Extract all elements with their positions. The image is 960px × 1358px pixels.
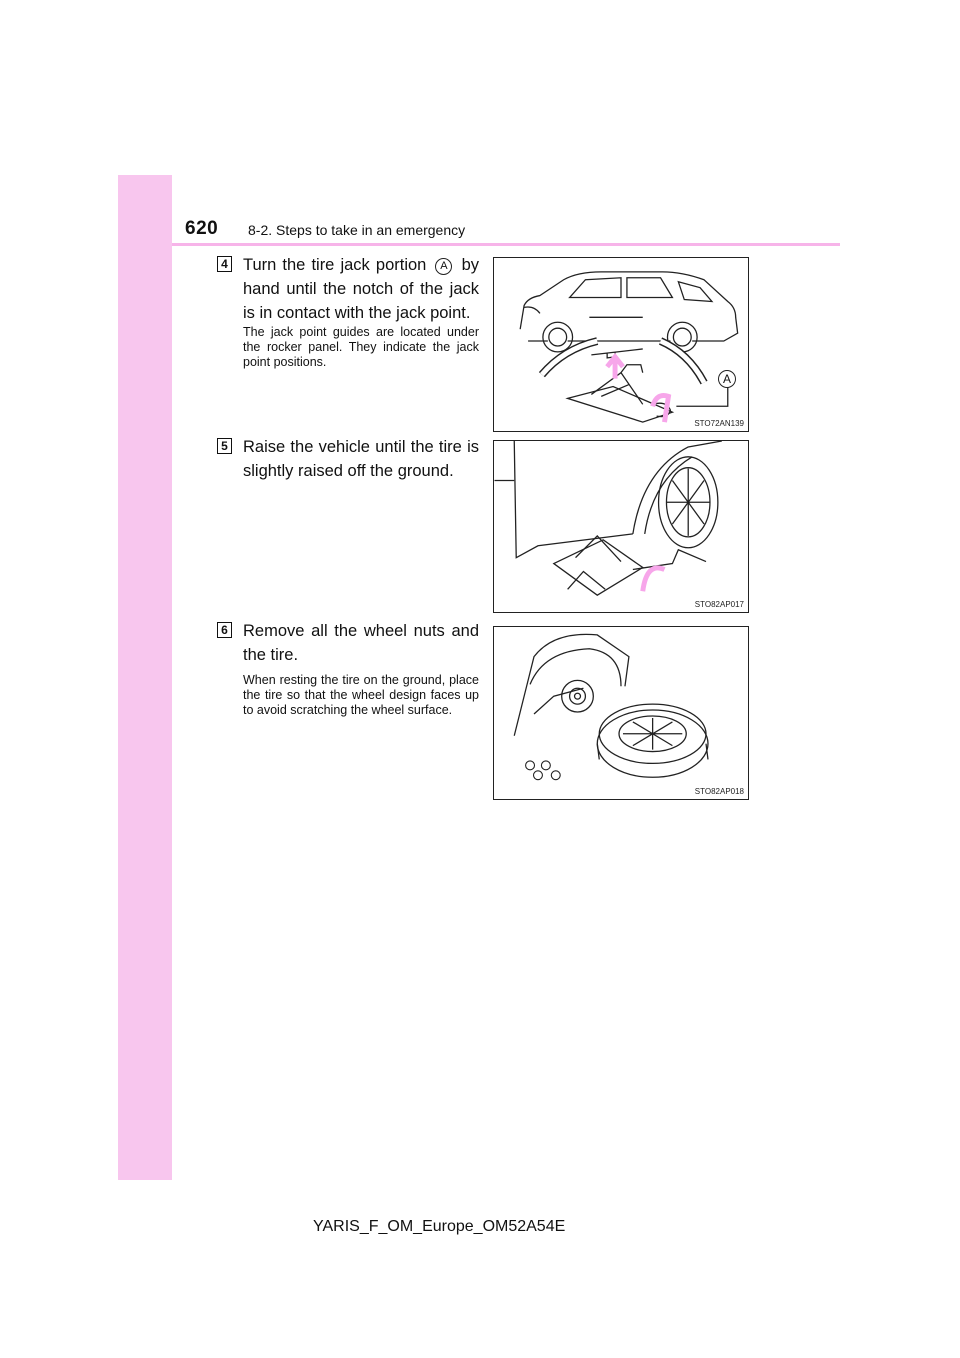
step-4-text-after: by hand until the notch of the jack is in contact with the jack point.: [243, 256, 480, 322]
side-tab: [118, 175, 172, 1180]
figure-jack-under-car: [493, 257, 749, 432]
step-5-text: Raise the vehicle until the tire is slightly raised off the ground.: [243, 438, 479, 480]
header-rule: [172, 243, 840, 246]
step-6-note: When resting the tire on the ground, place the tire so that the wheel design faces up to avoid scratching the wheel surface.: [243, 673, 479, 717]
marker-a: A: [435, 258, 452, 275]
step-6-text: Remove all the wheel nuts and the tire.: [243, 622, 479, 664]
page-number: 620: [185, 218, 219, 239]
step-4-text: [243, 253, 479, 325]
raise-vehicle-illustration: [494, 441, 748, 612]
figure-raise-vehicle: [493, 440, 749, 613]
callout-a: A: [718, 370, 736, 388]
step-number-5: 5: [217, 438, 232, 454]
figure-code: STO72AN139: [694, 419, 744, 428]
step-4-text-before: Turn the tire jack portion: [243, 256, 427, 274]
step-number-6: 6: [217, 622, 232, 638]
document-id: YARIS_F_OM_Europe_OM52A54E: [313, 1218, 566, 1235]
step-number-4: 4: [217, 256, 232, 272]
section-title: 8-2. Steps to take in an emergency: [248, 222, 466, 238]
figure-remove-wheel: [493, 626, 749, 800]
remove-wheel-illustration: [494, 627, 748, 799]
jack-under-car-illustration: [494, 258, 748, 431]
step-4-note: The jack point guides are located under the rocker panel. They indicate the jack point positions.: [243, 325, 479, 369]
figure-code: STO82AP018: [694, 787, 744, 796]
figure-code: STO82AP017: [694, 600, 744, 609]
